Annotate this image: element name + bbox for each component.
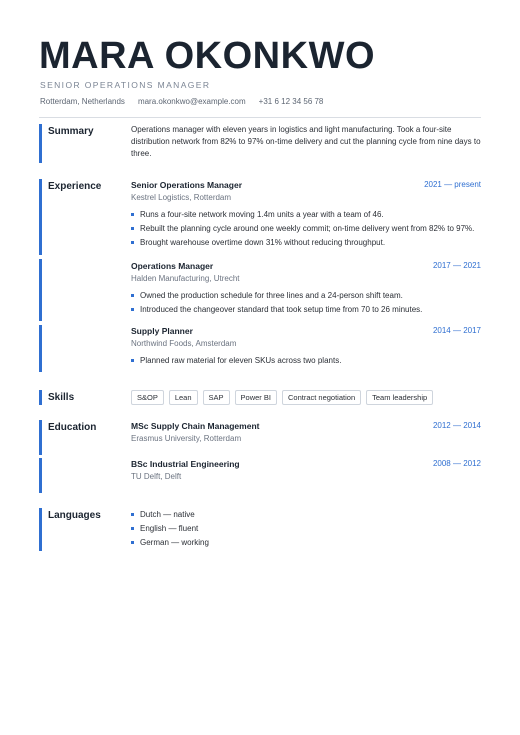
job-bullets [131,289,481,317]
job-title: Supply Planner [131,326,193,336]
experience-entry [131,260,481,317]
header-divider [39,117,481,118]
bullet-marker [131,294,134,297]
candidate-name: MARA OKONKWO [39,35,375,77]
contact-row [40,96,323,108]
bullet-marker [131,227,134,230]
education-entry [131,458,481,483]
bullet-item: Rebuilt the planning cycle around one weekly commit; on-time delivery went from 82% to 97%. [131,222,481,236]
job-org: Halden Manufacturing, Utrecht [131,274,240,283]
bullet-item: Planned raw material for eleven SKUs across two plants. [131,354,481,368]
summary-text: Operations manager with eleven years in logistics and light manufacturing. Took a four-site distribution network from 82% to 97% on-time delivery and cut the planning cycle from nine days to three. [131,125,481,158]
degree-school: Erasmus University, Rotterdam [131,434,242,443]
contact-location: Rotterdam, Netherlands [40,97,125,106]
job-dates: 2021 — present [424,180,481,189]
bullet-marker [131,527,134,530]
experience-entry [131,325,481,368]
job-title: Operations Manager [131,261,214,271]
skill-tag: S&OP [131,390,164,405]
bullet-item: Introduced the changeover standard that took setup time from 70 to 26 minutes. [131,303,481,317]
languages-list [131,508,481,550]
section-title-summary: Summary [48,126,94,137]
degree-title: BSc Industrial Engineering [131,459,240,469]
section-title-languages: Languages [48,510,101,521]
experience-entry [131,179,481,250]
job-title: Senior Operations Manager [131,180,242,190]
bullet-marker [131,541,134,544]
contact-email[interactable]: mara.okonkwo@example.com [137,97,246,106]
candidate-role: SENIOR OPERATIONS MANAGER [40,80,211,90]
skill-tag: Team leadership [366,390,433,405]
section-title-skills: Skills [48,392,75,403]
language-item: English — fluent [131,522,481,536]
skill-tag: SAP [203,390,230,405]
job-dates: 2017 — 2021 [432,261,481,270]
skills-list [131,390,481,405]
section-accent-bar [39,259,42,321]
bullet-marker [131,241,134,244]
section-accent-bar [39,390,42,405]
bullet-marker [131,359,134,362]
job-org: Northwind Foods, Amsterdam [131,339,237,348]
section-accent-bar [39,179,42,255]
degree-dates: 2012 — 2014 [432,421,481,430]
degree-school: TU Delft, Delft [131,472,182,481]
section-title-education: Education [48,422,97,433]
section-accent-bar [39,325,42,372]
bullet-marker [131,513,134,516]
bullet-marker [131,213,134,216]
bullet-marker [131,308,134,311]
section-accent-bar [39,420,42,455]
degree-title: MSc Supply Chain Management [131,421,260,431]
job-org: Kestrel Logistics, Rotterdam [131,193,232,202]
skill-tag: Contract negotiation [282,390,361,405]
bullet-item: Owned the production schedule for three lines and a 24-person shift team. [131,289,481,303]
skill-tag: Power BI [235,390,277,405]
language-item: German — working [131,536,481,550]
bullet-item: Brought warehouse overtime down 31% without reducing throughput. [131,236,481,250]
language-item: Dutch — native [131,508,481,522]
section-accent-bar [39,124,42,163]
job-bullets [131,208,481,250]
bullet-item: Runs a four-site network moving 1.4m units a year with a team of 46. [131,208,481,222]
section-title-experience: Experience [48,181,102,192]
job-bullets [131,354,481,368]
degree-dates: 2008 — 2012 [432,459,481,468]
education-entry [131,420,481,445]
contact-phone[interactable]: +31 6 12 34 56 78 [258,97,324,106]
skill-tag: Lean [169,390,198,405]
job-dates: 2014 — 2017 [432,326,481,335]
section-accent-bar [39,508,42,551]
section-accent-bar [39,458,42,493]
